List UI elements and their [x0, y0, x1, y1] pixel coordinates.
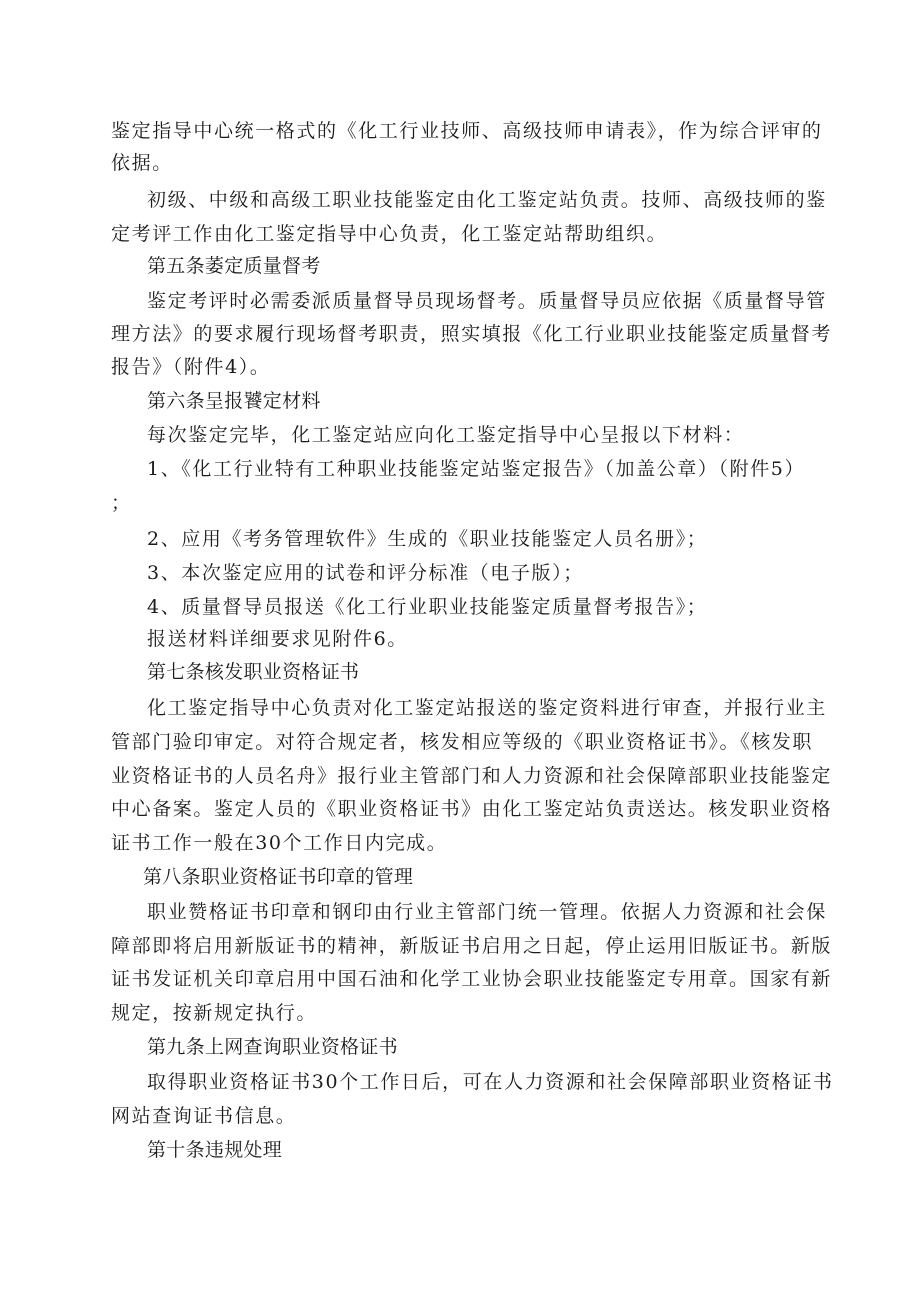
section-heading: 第六条呈报饕定材料: [147, 390, 321, 412]
paragraph-line: 鉴定指导中心统一格式的《化工行业技师、高级技师申请表》，作为综合评审的: [111, 120, 823, 142]
list-item: 3、本次鉴定应用的试卷和评分标准（电子版）；: [147, 562, 584, 584]
paragraph-line: 证书工作一般在30个工作日内完成。: [111, 832, 448, 854]
paragraph-line: 取得职业资格证书30个工作日后，可在人力资源和社会保障部职业资格证书: [147, 1071, 834, 1093]
list-item: 2、应用《考务管理软件》生成的《职业技能鉴定人员名册》；: [147, 528, 708, 550]
list-item: 1、《化工行业特有工种职业技能鉴定站鉴定报告》（加盖公章）（附件5）: [147, 458, 806, 480]
paragraph-line: 障部即将启用新版证书的精神，新版证书启用之日起，停止运用旧版证书。新版: [111, 935, 833, 957]
section-heading: 第十条违规处理: [147, 1139, 283, 1161]
paragraph-line: 鉴定考评时必需委派质量督导员现场督考。质量督导员应依据《质量督导管: [147, 290, 827, 312]
section-heading: 第八条职业资格证书印章的管理: [143, 866, 414, 888]
paragraph-line: 报送材料详细要求见附件6。: [147, 628, 408, 650]
paragraph-line: ；: [111, 492, 132, 514]
section-heading: 第九条上网查询职业资格证书: [147, 1036, 398, 1058]
paragraph-line: 网站查询证书信息。: [111, 1105, 297, 1127]
section-heading: 第七条核发职业资格证书: [147, 661, 360, 683]
paragraph-line: 报告》（附件4）。: [111, 356, 271, 378]
paragraph-line: 中心备案。鉴定人员的《职业资格证书》由化工鉴定站负责送达。核发职业资格: [111, 798, 833, 820]
paragraph-line: 证书发证机关印章启用中国石油和化学工业协会职业技能鉴定专用章。国家有新: [111, 968, 833, 990]
paragraph-line: 管部门验印审定。对符合规定者，核发相应等级的《职业资格证书》。《核发职: [111, 731, 814, 753]
paragraph-line: 化工鉴定指导中心负责对化工鉴定站报送的鉴定资料进行审查，并报行业主: [147, 697, 827, 719]
paragraph-line: 初级、中级和高级工职业技能鉴定由化工鉴定站负责。技师、高级技师的鉴: [147, 189, 827, 211]
paragraph-line: 业资格证书的人员名舟》报行业主管部门和人力资源和社会保障部职业技能鉴定: [111, 765, 833, 787]
paragraph-line: 依据。: [111, 152, 173, 174]
paragraph-line: 规定，按新规定执行。: [111, 1002, 318, 1024]
paragraph-line: 每次鉴定完毕，化工鉴定站应向化工鉴定指导中心呈报以下材料：: [147, 424, 745, 446]
section-heading: 第五条萎定质量督考: [147, 255, 321, 277]
paragraph-line: 理方法》的要求履行现场督考职责，照实填报《化工行业职业技能鉴定质量督考: [111, 323, 833, 345]
paragraph-line: 职业赞格证书印章和钢印由行业主管部门统一管理。依据人力资源和社会保: [147, 901, 827, 923]
paragraph-line: 定考评工作由化工鉴定指导中心负责，化工鉴定站帮助组织。: [111, 223, 668, 245]
list-item: 4、质量督导员报送《化工行业职业技能鉴定质量督考报告》；: [147, 596, 708, 618]
